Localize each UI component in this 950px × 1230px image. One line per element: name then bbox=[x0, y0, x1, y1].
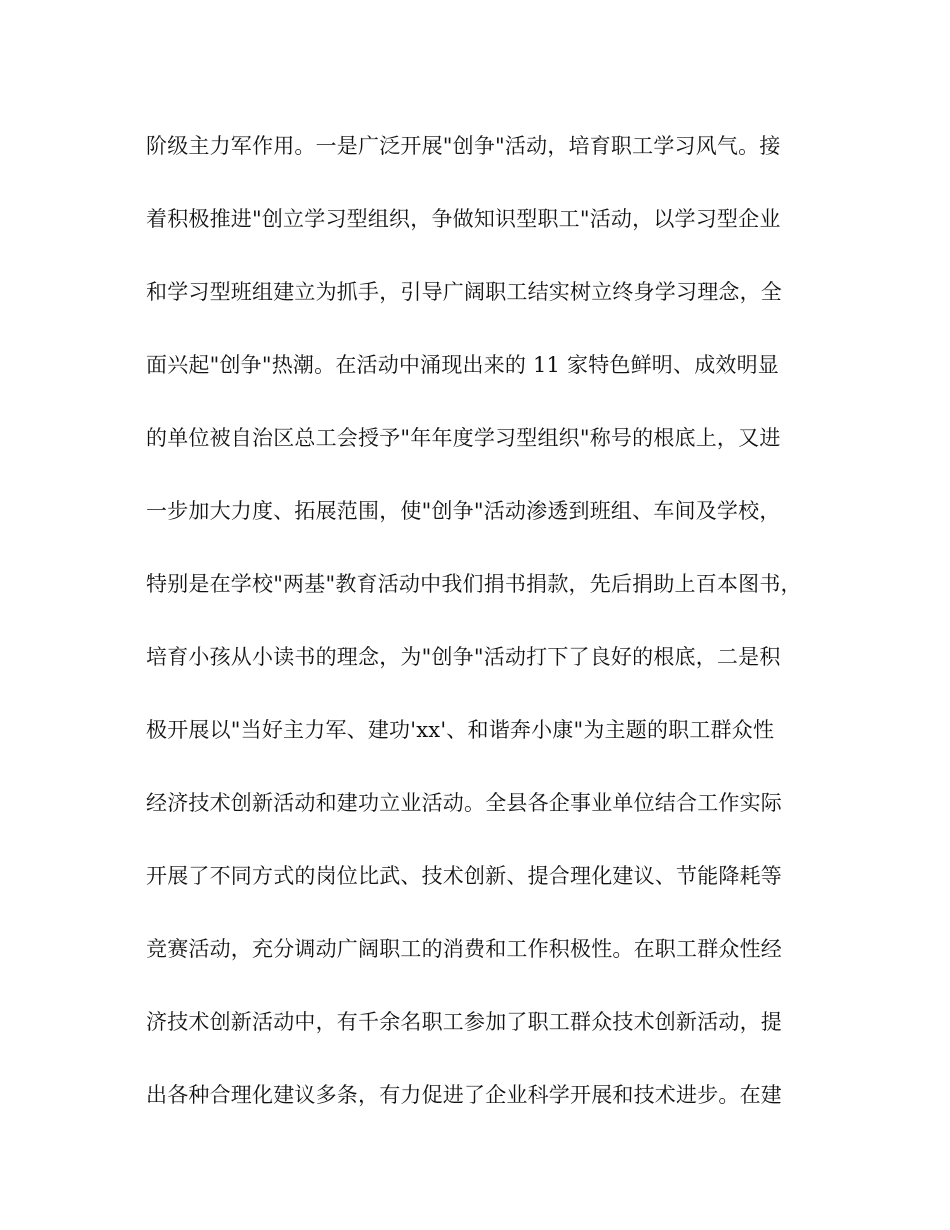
body-text bbox=[146, 126, 836, 1148]
text-line: 竞赛活动，充分调动广阔职工的消费和工作积极性。在职工群众性经 bbox=[146, 937, 782, 961]
text-line: 济技术创新活动中，有千余名职工参加了职工群众技术创新活动，提 bbox=[146, 1010, 782, 1034]
text-line: 一步加大力度、拓展范围，使"创争"活动渗透到班组、车间及学校， bbox=[146, 499, 781, 523]
text-line: 着积极推进"创立学习型组织，争做知识型职工"活动，以学习型企业 bbox=[146, 207, 781, 231]
text-line: 经济技术创新活动和建功立业活动。全县各企事业单位结合工作实际 bbox=[146, 791, 782, 815]
text-line: 开展了不同方式的岗位比武、技术创新、提合理化建议、节能降耗等 bbox=[146, 864, 782, 888]
text-line: 的单位被自治区总工会授予"年年度学习型组织"称号的根底上，又进 bbox=[146, 426, 781, 450]
text-line: 特别是在学校"两基"教育活动中我们捐书捐款，先后捐助上百本图书， bbox=[146, 572, 802, 596]
text-line: 阶级主力军作用。一是广泛开展"创争"活动，培育职工学习风气。接 bbox=[146, 134, 781, 158]
text-line: 和学习型班组建立为抓手，引导广阔职工结实树立终身学习理念，全 bbox=[146, 280, 782, 304]
text-line: 面兴起"创争"热潮。在活动中涌现出来的 11 家特色鲜明、成效明显 bbox=[146, 353, 779, 377]
text-line: 出各种合理化建议多条，有力促进了企业科学开展和技术进步。在建 bbox=[146, 1083, 782, 1107]
text-line: 培育小孩从小读书的理念，为"创争"活动打下了良好的根底，二是积 bbox=[146, 645, 781, 669]
text-line: 极开展以"当好主力军、建功'xx'、和谐奔小康"为主题的职工群众性 bbox=[146, 718, 775, 742]
